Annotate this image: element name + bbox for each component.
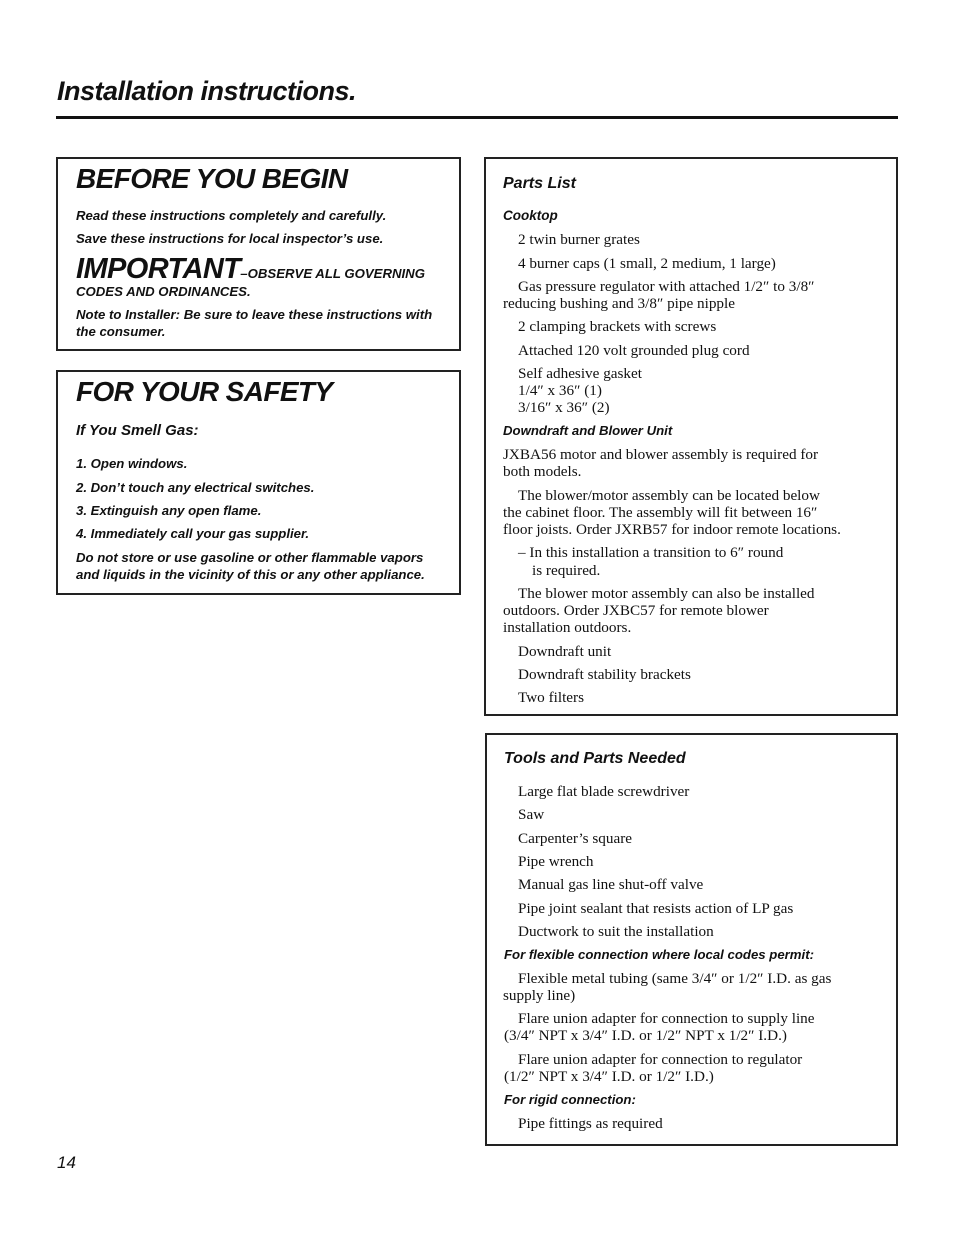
tools-item: Pipe fittings as required [518,1115,663,1132]
parts-item: 3/16″ x 36″ (2) [518,399,610,416]
tools-item: Manual gas line shut-off valve [518,876,704,893]
tools-item: Pipe joint sealant that resists action of LP gas [518,900,794,917]
safety-step: 3. Extinguish any open flame. [76,503,262,518]
tools-item: Saw [518,806,545,823]
tools-item: Carpenter’s square [518,830,633,847]
parts-item: The blower motor assembly can also be installed [518,585,815,602]
for-your-safety-heading: FOR YOUR SAFETY [76,376,333,407]
parts-item: 1/4″ x 36″ (1) [518,382,602,399]
tools-item: Large flat blade screwdriver [518,783,690,800]
parts-item: 4 burner caps (1 small, 2 medium, 1 large) [518,255,776,272]
save-instructions-line: Save these instructions for local inspector’s use. [76,231,384,246]
downdraft-heading: Downdraft and Blower Unit [503,423,673,438]
page-number: 14 [57,1153,76,1172]
installer-note: Note to Installer: Be sure to leave these instructions with the consumer. [76,307,433,339]
safety-step: 4. Immediately call your gas supplier. [76,526,310,541]
important-line [76,253,425,285]
before-you-begin-box [56,157,461,351]
parts-list-heading: Parts List [503,175,576,192]
parts-item: 2 twin burner grates [518,231,640,248]
tools-item: Pipe wrench [518,853,594,870]
parts-item: Gas pressure regulator with attached 1/2″ to 3/8″ [518,278,815,295]
safety-step: 2. Don’t touch any electrical switches. [76,480,315,495]
parts-item: Downdraft stability brackets [518,666,691,683]
parts-item: 2 clamping brackets with screws [518,318,717,335]
tools-box [485,733,898,1146]
important-rest: –OBSERVE ALL GOVERNING [240,266,425,281]
parts-list-box [484,157,898,716]
read-instructions-line: Read these instructions completely and carefully. [76,208,387,223]
tools-heading: Tools and Parts Needed [504,750,686,767]
parts-item: Downdraft unit [518,643,612,660]
smell-gas-subheading: If You Smell Gas: [76,422,199,439]
safety-step: 1. Open windows. [76,456,188,471]
parts-item: Attached 120 volt grounded plug cord [518,342,750,359]
for-your-safety-box [56,370,461,595]
parts-item: floor joists. Order JXRB57 for indoor remote locations. [503,521,841,538]
flammable-warning: Do not store or use gasoline or other flammable vapors and liquids in the vicinity of this or any other appliance. [76,550,425,582]
rigid-connection-heading: For rigid connection: [504,1092,636,1107]
before-you-begin-heading: BEFORE YOU BEGIN [76,163,348,194]
important-word: IMPORTANT [76,253,241,285]
tools-item: Flare union adapter for connection to supply line [518,1010,815,1027]
parts-item: installation outdoors. [503,619,632,636]
tools-item: Flexible metal tubing (same 3/4″ or 1/2″ I.D. as gas [518,970,832,987]
parts-item: The blower/motor assembly can be located below [518,487,820,504]
cooktop-heading: Cooktop [503,208,558,223]
parts-item: JXBA56 motor and blower assembly is required for [503,446,819,463]
parts-item: the cabinet floor. The assembly will fit between 16″ [503,504,818,521]
parts-item: outdoors. Order JXBC57 for remote blower [503,602,769,619]
tools-item: Flare union adapter for connection to regulator [518,1051,803,1068]
flexible-connection-heading: For flexible connection where local codes permit: [504,947,814,962]
tools-item: Ductwork to suit the installation [518,923,714,940]
tools-item: supply line) [503,987,576,1004]
page-title: Installation instructions. [57,76,357,106]
important-line-2: CODES AND ORDINANCES. [76,284,251,299]
parts-item: reducing bushing and 3/8″ pipe nipple [503,295,735,312]
parts-item: both models. [503,463,582,480]
parts-item: Self adhesive gasket [518,365,642,382]
tools-item: (3/4″ NPT x 3/4″ I.D. or 1/2″ NPT x 1/2″ I.D.) [504,1027,787,1044]
parts-item: Two filters [518,689,584,706]
parts-item: is required. [532,562,601,579]
title-rule [56,116,898,119]
tools-item: (1/2″ NPT x 3/4″ I.D. or 1/2″ I.D.) [504,1068,714,1085]
parts-item: – In this installation a transition to 6″ round [518,544,784,561]
